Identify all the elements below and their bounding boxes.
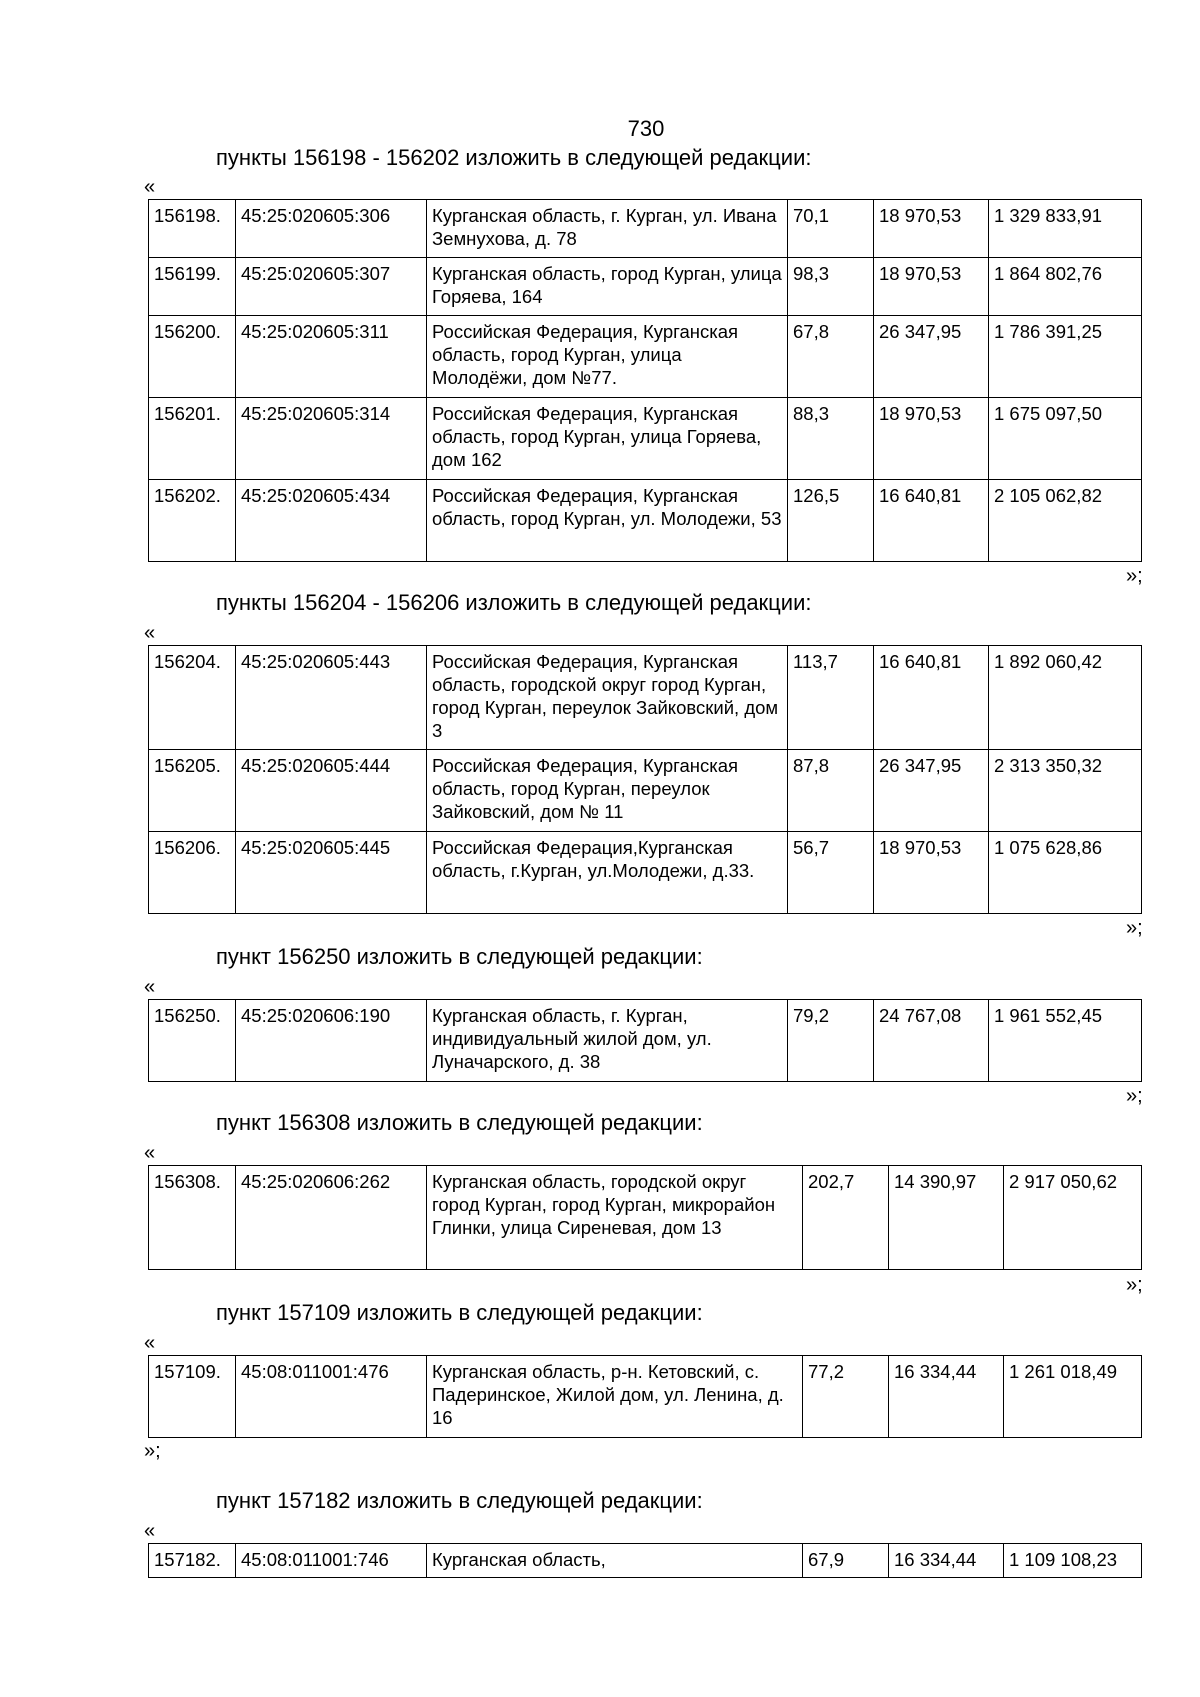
open-quote: «	[144, 1520, 156, 1542]
rate: 26 347,95	[874, 316, 989, 398]
section-heading: пункты 156198 - 156202 изложить в следующей редакции:	[216, 145, 812, 170]
close-quote: »;	[144, 1440, 161, 1462]
data-table	[148, 999, 1142, 1082]
open-quote: «	[144, 622, 156, 644]
rate: 18 970,53	[874, 258, 989, 316]
table-row	[149, 1000, 1142, 1082]
row-number: 156198.	[149, 200, 236, 258]
rate: 18 970,53	[874, 832, 989, 914]
close-quote: »;	[1126, 1274, 1143, 1296]
cadastral-number: 45:25:020605:443	[236, 646, 427, 750]
table-row	[149, 1544, 1142, 1578]
value: 1 864 802,76	[989, 258, 1142, 316]
cadastral-number: 45:25:020605:445	[236, 832, 427, 914]
rate: 16 334,44	[889, 1544, 1004, 1578]
cadastral-number: 45:25:020605:314	[236, 398, 427, 480]
address: Курганская область, городской округ город Курган, город Курган, микрорайон Глинки, улица Сиреневая, дом 13	[427, 1166, 803, 1270]
row-number: 156200.	[149, 316, 236, 398]
area: 113,7	[788, 646, 874, 750]
table-row	[149, 1166, 1142, 1270]
rate: 18 970,53	[874, 200, 989, 258]
row-number: 156206.	[149, 832, 236, 914]
row-number: 156308.	[149, 1166, 236, 1270]
value: 1 961 552,45	[989, 1000, 1142, 1082]
table-row	[149, 316, 1142, 398]
page-number: 730	[627, 116, 665, 141]
section-heading: пункт 157182 изложить в следующей редакции:	[216, 1488, 703, 1513]
rate: 26 347,95	[874, 750, 989, 832]
open-quote: «	[144, 1142, 156, 1164]
open-quote: «	[144, 176, 156, 198]
address: Российская Федерация,Курганская область, г.Курган, ул.Молодежи, д.33.	[427, 832, 788, 914]
address: Курганская область, р-н. Кетовский, с. Падеринское, Жилой дом, ул. Ленина, д. 16	[427, 1356, 803, 1438]
table-row	[149, 200, 1142, 258]
table-row	[149, 646, 1142, 750]
value: 2 105 062,82	[989, 480, 1142, 562]
area: 88,3	[788, 398, 874, 480]
close-quote: »;	[1126, 1085, 1143, 1107]
section-heading: пункт 156250 изложить в следующей редакции:	[216, 944, 703, 969]
address: Курганская область, г. Курган, ул. Ивана Земнухова, д. 78	[427, 200, 788, 258]
row-number: 156250.	[149, 1000, 236, 1082]
cadastral-number: 45:08:011001:746	[236, 1544, 427, 1578]
area: 79,2	[788, 1000, 874, 1082]
value: 1 892 060,42	[989, 646, 1142, 750]
area: 70,1	[788, 200, 874, 258]
section-heading: пункт 157109 изложить в следующей редакции:	[216, 1300, 703, 1325]
cadastral-number: 45:25:020605:306	[236, 200, 427, 258]
area: 98,3	[788, 258, 874, 316]
table-row	[149, 832, 1142, 914]
value: 1 261 018,49	[1004, 1356, 1142, 1438]
value: 1 675 097,50	[989, 398, 1142, 480]
table-row	[149, 750, 1142, 832]
value: 2 313 350,32	[989, 750, 1142, 832]
value: 1 329 833,91	[989, 200, 1142, 258]
section-heading: пункты 156204 - 156206 изложить в следующей редакции:	[216, 590, 812, 615]
data-table	[148, 1165, 1142, 1270]
open-quote: «	[144, 1332, 156, 1354]
section-heading: пункт 156308 изложить в следующей редакции:	[216, 1110, 703, 1135]
row-number: 156199.	[149, 258, 236, 316]
value: 2 917 050,62	[1004, 1166, 1142, 1270]
data-table	[148, 645, 1142, 914]
row-number: 157109.	[149, 1356, 236, 1438]
table-row	[149, 1356, 1142, 1438]
address: Курганская область, город Курган, улица Горяева, 164	[427, 258, 788, 316]
value: 1 075 628,86	[989, 832, 1142, 914]
close-quote: »;	[1126, 917, 1143, 939]
close-quote: »;	[1126, 565, 1143, 587]
row-number: 156205.	[149, 750, 236, 832]
cadastral-number: 45:25:020606:190	[236, 1000, 427, 1082]
row-number: 156201.	[149, 398, 236, 480]
data-table	[148, 199, 1142, 562]
open-quote: «	[144, 976, 156, 998]
address: Курганская область,	[427, 1544, 803, 1578]
address: Российская Федерация, Курганская область, городской округ город Курган, город Курган, переулок Зайковский, дом 3	[427, 646, 788, 750]
area: 67,8	[788, 316, 874, 398]
row-number: 156202.	[149, 480, 236, 562]
area: 77,2	[803, 1356, 889, 1438]
table-row	[149, 398, 1142, 480]
cadastral-number: 45:25:020605:434	[236, 480, 427, 562]
row-number: 157182.	[149, 1544, 236, 1578]
table-row	[149, 480, 1142, 562]
rate: 16 334,44	[889, 1356, 1004, 1438]
rate: 16 640,81	[874, 646, 989, 750]
area: 67,9	[803, 1544, 889, 1578]
table-row	[149, 258, 1142, 316]
cadastral-number: 45:08:011001:476	[236, 1356, 427, 1438]
rate: 16 640,81	[874, 480, 989, 562]
address: Российская Федерация, Курганская область, город Курган, переулок Зайковский, дом № 11	[427, 750, 788, 832]
area: 202,7	[803, 1166, 889, 1270]
row-number: 156204.	[149, 646, 236, 750]
area: 126,5	[788, 480, 874, 562]
value: 1 786 391,25	[989, 316, 1142, 398]
address: Российская Федерация, Курганская область, город Курган, улица Горяева, дом 162	[427, 398, 788, 480]
address: Российская Федерация, Курганская область, город Курган, улица Молодёжи, дом №77.	[427, 316, 788, 398]
cadastral-number: 45:25:020605:311	[236, 316, 427, 398]
rate: 24 767,08	[874, 1000, 989, 1082]
value: 1 109 108,23	[1004, 1544, 1142, 1578]
address: Российская Федерация, Курганская область, город Курган, ул. Молодежи, 53	[427, 480, 788, 562]
area: 56,7	[788, 832, 874, 914]
data-table	[148, 1543, 1142, 1578]
rate: 14 390,97	[889, 1166, 1004, 1270]
rate: 18 970,53	[874, 398, 989, 480]
cadastral-number: 45:25:020605:444	[236, 750, 427, 832]
area: 87,8	[788, 750, 874, 832]
data-table	[148, 1355, 1142, 1438]
cadastral-number: 45:25:020605:307	[236, 258, 427, 316]
cadastral-number: 45:25:020606:262	[236, 1166, 427, 1270]
address: Курганская область, г. Курган, индивидуальный жилой дом, ул. Луначарского, д. 38	[427, 1000, 788, 1082]
